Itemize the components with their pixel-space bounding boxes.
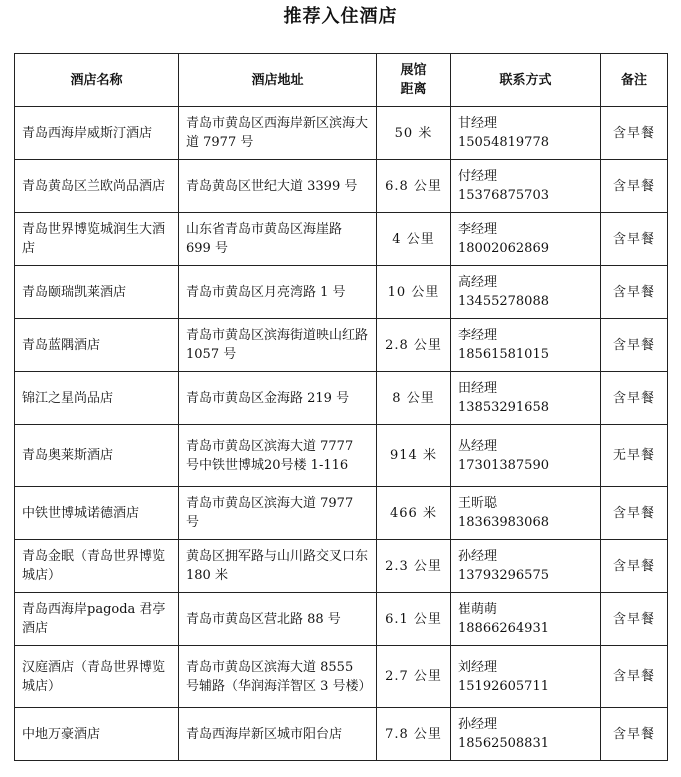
- hotel-address-cell: [179, 593, 377, 646]
- contact-phone: 17301387590: [458, 457, 549, 473]
- hotel-address-cell: [179, 487, 377, 540]
- distance-cell: [377, 540, 451, 593]
- contact-name: 付经理: [458, 169, 498, 184]
- hotel-name: 汉庭酒店（青岛世界博览城店）: [22, 659, 166, 694]
- hotel-name: 青岛颐瑞凯莱酒店: [22, 284, 127, 300]
- hotel-address-cell: [179, 646, 377, 708]
- hotel-name: 青岛西海岸威斯汀酒店: [22, 125, 153, 141]
- contact-cell: [451, 593, 601, 646]
- table-row: [15, 107, 668, 160]
- breakfast-note: 含早餐: [612, 726, 655, 742]
- note-cell: [601, 487, 668, 540]
- table-header-row: [15, 54, 668, 107]
- hotel-address-cell: [179, 425, 377, 487]
- contact-cell: [451, 160, 601, 213]
- contact-name: 王昕聪: [458, 496, 498, 511]
- hotel-address: 青岛市黄岛区滨海大道 8555 号辅路（华润海洋智区 3 号楼）: [186, 659, 372, 694]
- table-row: [15, 266, 668, 319]
- contact-name: 刘经理: [458, 659, 498, 675]
- contact-name: 高经理: [458, 275, 498, 290]
- table-row: [15, 425, 668, 487]
- table-row: [15, 213, 668, 266]
- hotel-address-cell: [179, 540, 377, 593]
- header-hotel-address: 酒店地址: [179, 54, 377, 107]
- distance-value: 2.3 公里: [385, 558, 442, 574]
- distance-cell: [377, 213, 451, 266]
- hotel-name-cell: [15, 107, 179, 160]
- note-cell: [601, 266, 668, 319]
- contact-cell: [451, 107, 601, 160]
- hotel-address-cell: [179, 213, 377, 266]
- note-cell: [601, 646, 668, 708]
- hotel-address-cell: [179, 160, 377, 213]
- breakfast-note: 无早餐: [612, 448, 655, 463]
- distance-value: 914 米: [390, 448, 437, 463]
- hotel-name-cell: [15, 425, 179, 487]
- contact-name: 田经理: [458, 381, 498, 396]
- distance-value: 4 公里: [392, 231, 435, 247]
- hotel-address: 山东省青岛市黄岛区海崖路 699 号: [186, 222, 343, 256]
- hotel-address: 青岛市黄岛区金海路 219 号: [186, 390, 350, 406]
- hotel-address: 青岛市黄岛区西海岸新区滨海大道 7977 号: [186, 116, 369, 150]
- contact-phone: 15192605711: [458, 678, 549, 694]
- note-cell: [601, 540, 668, 593]
- contact-cell: [451, 540, 601, 593]
- hotel-name-cell: [15, 160, 179, 213]
- hotel-name-cell: [15, 372, 179, 425]
- note-cell: [601, 319, 668, 372]
- table-row: [15, 593, 668, 646]
- distance-value: 2.8 公里: [385, 337, 442, 353]
- distance-value: 466 米: [390, 505, 437, 521]
- distance-cell: [377, 487, 451, 540]
- distance-cell: [377, 160, 451, 213]
- distance-cell: [377, 708, 451, 761]
- contact-phone: 18002062869: [458, 241, 549, 256]
- contact-phone: 15376875703: [458, 188, 549, 203]
- hotel-name-cell: [15, 593, 179, 646]
- distance-cell: [377, 319, 451, 372]
- hotel-name: 青岛金眠（青岛世界博览城店）: [22, 549, 166, 583]
- hotel-name: 中地万豪酒店: [22, 726, 101, 742]
- hotel-address: 青岛西海岸新区城市阳台店: [186, 726, 343, 742]
- distance-cell: [377, 266, 451, 319]
- distance-value: 10 公里: [387, 284, 440, 300]
- breakfast-note: 含早餐: [612, 125, 655, 141]
- hotel-name-cell: [15, 646, 179, 708]
- breakfast-note: 含早餐: [612, 284, 655, 300]
- distance-value: 8 公里: [392, 390, 435, 406]
- hotel-address: 青岛市黄岛区月亮湾路 1 号: [186, 284, 346, 300]
- distance-value: 50 米: [394, 125, 433, 141]
- contact-name: 甘经理: [458, 116, 498, 131]
- hotel-address: 青岛黄岛区世纪大道 3399 号: [186, 178, 358, 194]
- contact-cell: [451, 487, 601, 540]
- header-note: 备注: [601, 54, 668, 107]
- hotel-address-cell: [179, 372, 377, 425]
- contact-cell: [451, 708, 601, 761]
- contact-phone: 13793296575: [458, 568, 549, 583]
- header-contact: 联系方式: [451, 54, 601, 107]
- hotel-name: 中铁世博城诺德酒店: [22, 505, 140, 521]
- contact-cell: [451, 266, 601, 319]
- note-cell: [601, 372, 668, 425]
- distance-cell: [377, 107, 451, 160]
- hotel-address-cell: [179, 266, 377, 319]
- hotel-name: 青岛蓝隅酒店: [22, 337, 101, 353]
- contact-phone: 18561581015: [458, 347, 549, 362]
- hotel-address: 青岛市黄岛区滨海大道 7777 号中铁世博城20号楼 1-116: [186, 438, 354, 473]
- hotel-name-cell: [15, 540, 179, 593]
- note-cell: [601, 107, 668, 160]
- hotel-name: 青岛西海岸pagoda 君亭酒店: [22, 602, 166, 636]
- note-cell: [601, 425, 668, 487]
- contact-name: 李经理: [458, 328, 498, 343]
- hotel-name: 青岛奥莱斯酒店: [22, 448, 114, 463]
- table-row: [15, 708, 668, 761]
- note-cell: [601, 213, 668, 266]
- breakfast-note: 含早餐: [612, 611, 655, 627]
- table-row: [15, 319, 668, 372]
- contact-cell: [451, 646, 601, 708]
- contact-cell: [451, 319, 601, 372]
- distance-cell: [377, 593, 451, 646]
- distance-value: 2.7 公里: [385, 669, 442, 684]
- distance-value: 7.8 公里: [385, 726, 442, 742]
- contact-name: 孙经理: [458, 717, 498, 732]
- distance-value: 6.8 公里: [385, 178, 442, 194]
- contact-phone: 18562508831: [458, 736, 549, 751]
- hotel-name-cell: [15, 266, 179, 319]
- hotel-name: 青岛黄岛区兰欧尚品酒店: [22, 178, 166, 194]
- breakfast-note: 含早餐: [612, 505, 655, 521]
- contact-name: 崔萌萌: [458, 602, 498, 617]
- hotel-name: 青岛世界博览城润生大酒店: [22, 222, 166, 256]
- contact-name: 孙经理: [458, 549, 498, 564]
- hotel-address: 黄岛区拥军路与山川路交叉口东 180 米: [186, 549, 369, 583]
- hotel-address-cell: [179, 107, 377, 160]
- contact-phone: 13853291658: [458, 400, 549, 415]
- note-cell: [601, 160, 668, 213]
- table-row: [15, 540, 668, 593]
- note-cell: [601, 708, 668, 761]
- contact-phone: 13455278088: [458, 294, 549, 309]
- breakfast-note: 含早餐: [612, 390, 655, 406]
- hotel-address-cell: [179, 319, 377, 372]
- breakfast-note: 含早餐: [612, 231, 655, 247]
- contact-phone: 18866264931: [458, 621, 549, 636]
- breakfast-note: 含早餐: [612, 669, 655, 684]
- hotel-name-cell: [15, 213, 179, 266]
- table-row: [15, 487, 668, 540]
- hotel-address-cell: [179, 708, 377, 761]
- contact-cell: [451, 425, 601, 487]
- table-body: [15, 107, 668, 761]
- hotel-name-cell: [15, 319, 179, 372]
- hotel-name: 锦江之星尚品店: [22, 390, 114, 406]
- distance-cell: [377, 646, 451, 708]
- contact-cell: [451, 372, 601, 425]
- table-row: [15, 160, 668, 213]
- header-distance-label: 展馆距离: [400, 63, 427, 97]
- distance-cell: [377, 372, 451, 425]
- hotel-address: 青岛市黄岛区滨海街道映山红路 1057 号: [186, 328, 369, 362]
- table-row: [15, 646, 668, 708]
- breakfast-note: 含早餐: [612, 558, 655, 574]
- hotel-name-cell: [15, 708, 179, 761]
- contact-phone: 15054819778: [458, 135, 549, 150]
- hotel-address: 青岛市黄岛区滨海大道 7977 号: [186, 496, 354, 530]
- breakfast-note: 含早餐: [612, 337, 655, 353]
- contact-name: 李经理: [458, 222, 498, 237]
- header-hotel-name: 酒店名称: [15, 54, 179, 107]
- table-row: [15, 372, 668, 425]
- contact-cell: [451, 213, 601, 266]
- breakfast-note: 含早餐: [612, 178, 655, 194]
- note-cell: [601, 593, 668, 646]
- hotel-name-cell: [15, 487, 179, 540]
- header-distance: [377, 54, 451, 107]
- hotel-table: [14, 53, 668, 761]
- distance-value: 6.1 公里: [385, 611, 442, 627]
- contact-phone: 18363983068: [458, 515, 549, 530]
- page-title: 推荐入住酒店: [283, 6, 398, 27]
- contact-name: 丛经理: [458, 438, 498, 454]
- distance-cell: [377, 425, 451, 487]
- hotel-address: 青岛市黄岛区营北路 88 号: [186, 611, 341, 627]
